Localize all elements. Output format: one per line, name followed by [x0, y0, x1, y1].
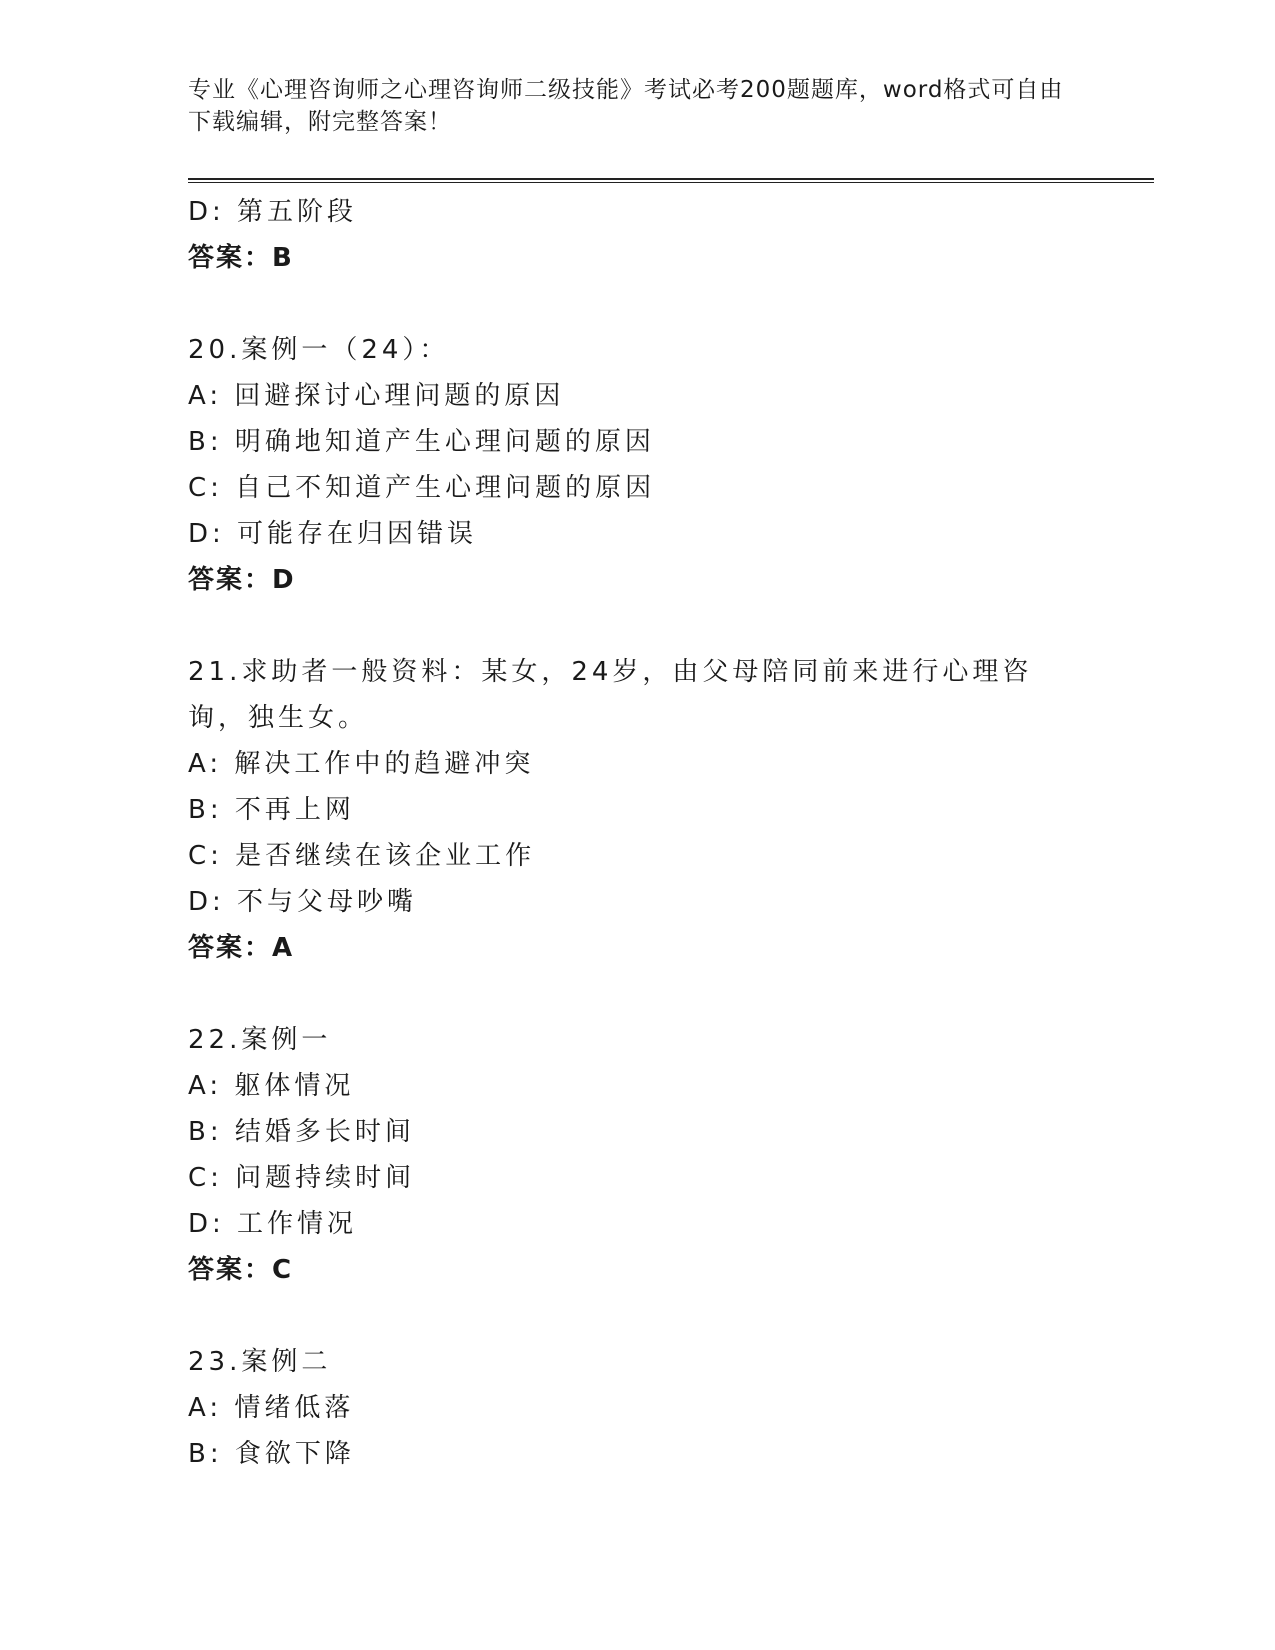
- question-21: [188, 649, 1088, 971]
- header-divider: [188, 178, 1154, 183]
- option-c: C: 是否继续在该企业工作: [188, 841, 536, 871]
- option-b: B: 结婚多长时间: [188, 1117, 415, 1147]
- question-stem: 23.案例二: [188, 1347, 332, 1377]
- option-d: D: 第五阶段: [188, 197, 358, 227]
- option-d: D: 可能存在归因错误: [188, 519, 478, 549]
- question-stem: 22.案例一: [188, 1025, 332, 1055]
- answer-line: 答案：D: [188, 565, 296, 595]
- question-22: [188, 1017, 1088, 1293]
- option-c: C: 问题持续时间: [188, 1163, 416, 1193]
- question-20: [188, 327, 1088, 603]
- option-a: A: 情绪低落: [188, 1393, 355, 1423]
- question-fragment: [188, 189, 1088, 281]
- option-d: D: 工作情况: [188, 1209, 358, 1239]
- option-c: C: 自己不知道产生心理问题的原因: [188, 473, 656, 503]
- option-b: B: 明确地知道产生心理问题的原因: [188, 427, 655, 457]
- question-stem: 20.案例一（24）：: [188, 335, 450, 365]
- option-a: A: 回避探讨心理问题的原因: [188, 381, 565, 411]
- question-list: [188, 189, 1088, 1477]
- answer-line: 答案：A: [188, 933, 295, 963]
- question-23: [188, 1339, 1088, 1477]
- option-a: A: 解决工作中的趋避冲突: [188, 749, 535, 779]
- answer-line: 答案：C: [188, 1255, 294, 1285]
- option-b: B: 不再上网: [188, 795, 355, 825]
- option-b: B: 食欲下降: [188, 1439, 355, 1469]
- document-header: 专业《心理咨询师之心理咨询师二级技能》考试必考200题题库，word格式可自由下载编辑，附完整答案！: [188, 77, 1064, 135]
- option-a: A: 躯体情况: [188, 1071, 355, 1101]
- question-stem: 21.求助者一般资料：某女，24岁，由父母陪同前来进行心理咨询，独生女。: [188, 657, 1033, 733]
- option-d: D: 不与父母吵嘴: [188, 887, 418, 917]
- answer-line: 答案：B: [188, 243, 294, 273]
